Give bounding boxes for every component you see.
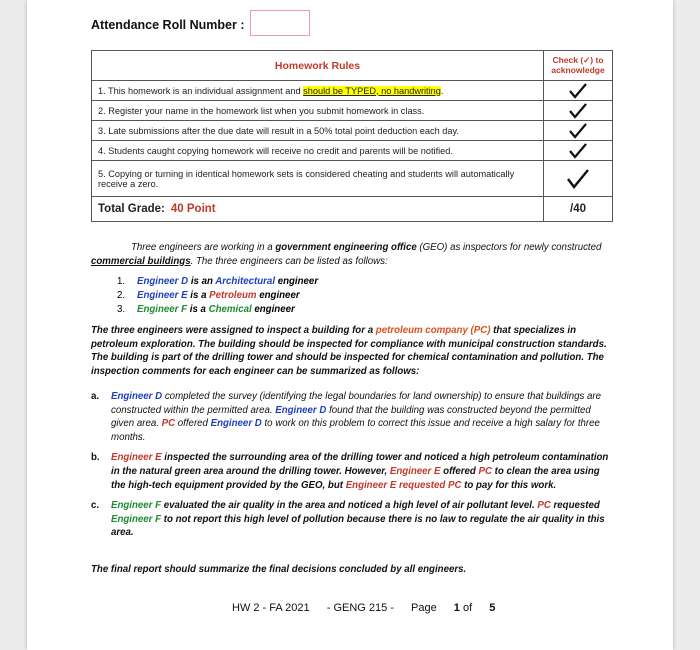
rule-text: 3. Late submissions after the due date will result in a 50% total point deduction each day. [92,121,544,141]
checkmark-icon [568,83,588,99]
list-item: 1. Engineer D is an Architectural engineer [117,276,319,287]
homework-rules-table [91,50,613,222]
rule-text: 4. Students caught copying homework will receive no credit and parents will be notified. [92,141,544,161]
checkmark-icon [568,123,588,139]
list-item: a. Engineer D completed the survey (identifying the legal boundaries for land ownership) to ensure that buildings are constructed within the permitted area. Engineer D found that the building was constructed beyond the permitted given area. PC offered Engineer D to work on this problem to correct this issue and receive a high salary for three months. [91,391,602,443]
document-page [27,0,673,650]
rule-row [92,161,613,197]
rule-row [92,81,613,101]
intro-paragraph: Three engineers are working in a government engineering office (GEO) as inspectors for newly constructed commercial buildings. The three engineers can be listed as follows: [91,242,602,267]
list-item: b. Engineer E inspected the surrounding area of the drilling tower and noticed a high petroleum contamination in the natural green area around the drilling tower. However, Engineer E offered PC to clean the area using the high-tech equipment provided by the GEO, but Engineer E requested PC to pay for this work. [91,452,609,491]
closing-statement: The final report should summarize the final decisions concluded by all engineers. [91,564,467,575]
assignment-paragraph: The three engineers were assigned to inspect a building for a petroleum company (PC) that specializes in petroleum exploration. The building should be inspected for compliance with municipal construction standards. The building is part of the drilling tower and should be inspected for chemical contamination and pollution. The inspection comments for each engineer can be summarized as follows: [91,325,607,377]
roll-number-input-box[interactable] [250,10,310,36]
engineer-list [117,275,318,317]
footer-hw: HW 2 - FA 2021 [232,602,310,614]
rule-checkbox[interactable] [544,101,613,121]
grade-out-of: /40 [544,197,613,222]
highlighted-text: should be TYPED, no handwriting [303,85,441,96]
rule-checkbox[interactable] [544,161,613,197]
roll-number-label: Attendance Roll Number : [91,18,245,32]
rule-checkbox[interactable] [544,121,613,141]
acknowledge-header: Check (✓) to acknowledge [544,51,613,81]
rule-row [92,101,613,121]
rule-text: 5. Copying or turning in identical homework sets is considered cheating and students will automatically receive a zero. [92,161,544,197]
list-item: 3. Engineer F is a Chemical engineer [117,304,295,315]
page-footer [232,602,509,614]
list-item: 2. Engineer E is a Petroleum engineer [117,290,300,301]
total-row [92,197,613,222]
rules-title: Homework Rules [92,51,544,81]
rule-row [92,121,613,141]
footer-course: - GENG 215 - [326,602,394,614]
footer-page: Page 1 of 5 [411,602,496,614]
total-grade-value: 40 Point [170,203,216,215]
checkmark-icon [566,168,590,190]
inspection-items [91,390,609,547]
rule-text: 2. Register your name in the homework list when you submit homework in class. [92,101,544,121]
rule-text: 1. This homework is an individual assignment and should be TYPED, no handwriting. [92,81,544,101]
rule-checkbox[interactable] [544,141,613,161]
list-item: c. Engineer F evaluated the air quality in the area and noticed a high level of air pollutant level. PC requested Engineer F to not report this high level of pollution because there is no law to regulate the air quality in this area. [91,500,605,539]
total-grade: Total Grade: 40 Point [92,197,544,222]
checkmark-icon [568,103,588,119]
checkmark-icon [568,143,588,159]
rule-row [92,141,613,161]
rule-checkbox[interactable] [544,81,613,101]
